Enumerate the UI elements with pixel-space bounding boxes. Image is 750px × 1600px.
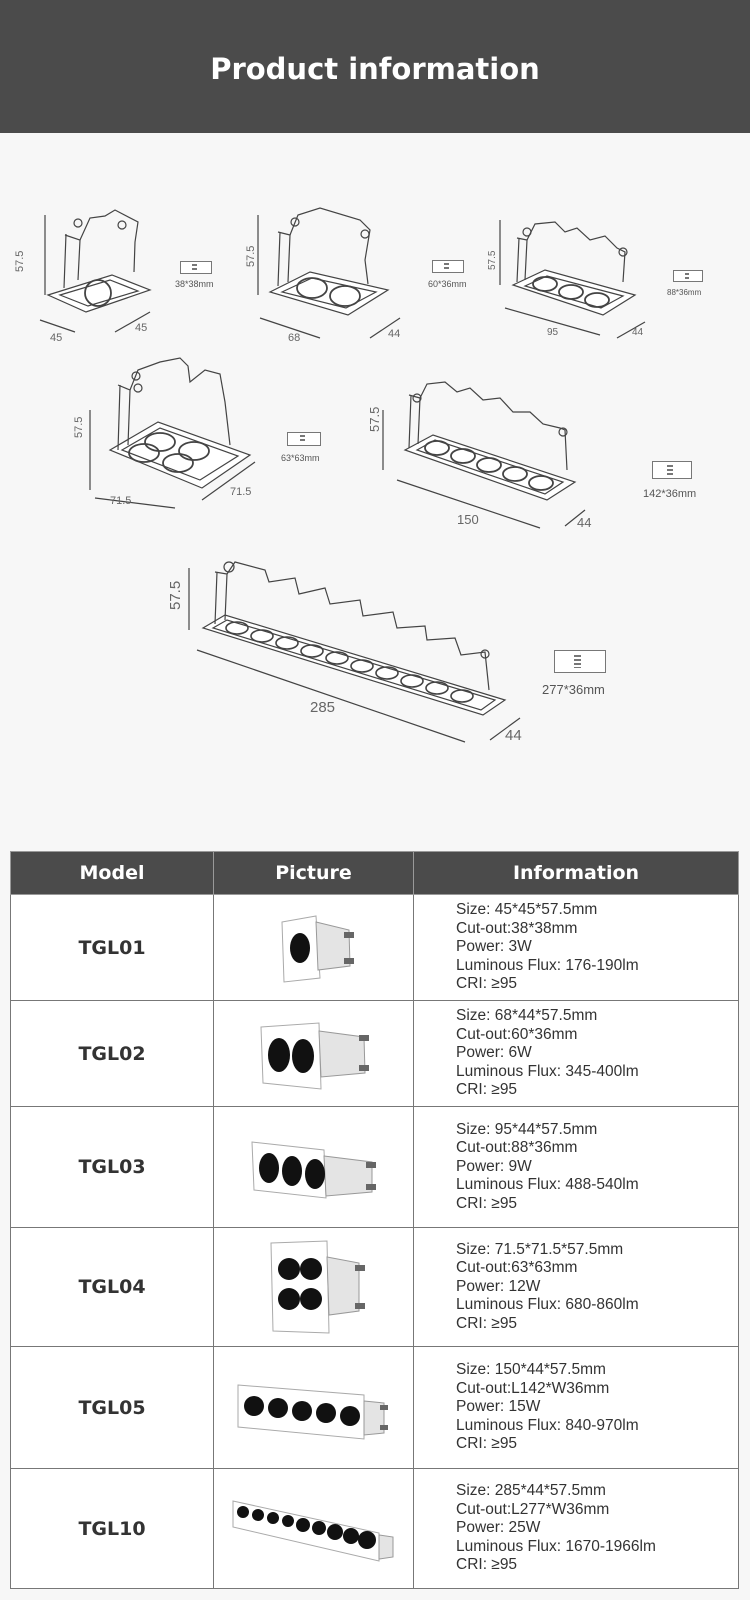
flux-text: Luminous Flux: 488-540lm xyxy=(456,1176,639,1194)
cutout-label: 88*36mm xyxy=(667,288,702,297)
column-header-picture: Picture xyxy=(214,852,414,895)
cri-text: CRI: ≥95 xyxy=(456,1081,518,1099)
column-header-information: Information xyxy=(414,852,739,895)
cutout-label: 142*36mm xyxy=(643,488,697,500)
cri-text: CRI: ≥95 xyxy=(456,1194,518,1212)
fixture-drawing-2 xyxy=(250,200,490,350)
cutout-label: 38*38mm xyxy=(175,279,214,289)
dimension-diagram-tgl02 xyxy=(245,200,490,350)
picture-cell xyxy=(214,1107,414,1228)
info-cell xyxy=(414,1001,739,1107)
info-cell xyxy=(414,1347,739,1469)
cutout-icon xyxy=(432,260,464,273)
length-label: 45 xyxy=(50,332,63,344)
width-label: 44 xyxy=(505,727,522,744)
width-label: 44 xyxy=(632,327,644,338)
dimension-diagram-tgl10 xyxy=(165,560,645,765)
model-cell: TGL05 xyxy=(11,1347,214,1469)
width-label: 44 xyxy=(388,328,401,340)
size-text: Size: 285*44*57.5mm xyxy=(456,1482,606,1500)
product-photo-tgl05 xyxy=(234,1373,394,1443)
power-text: Power: 12W xyxy=(456,1277,541,1295)
picture-cell xyxy=(214,1469,414,1589)
flux-text: Luminous Flux: 345-400lm xyxy=(456,1062,639,1080)
product-photo-tgl03 xyxy=(244,1126,384,1208)
model-cell: TGL03 xyxy=(11,1107,214,1228)
model-cell: TGL10 xyxy=(11,1469,214,1589)
power-text: Power: 6W xyxy=(456,1044,532,1062)
product-photo-tgl04 xyxy=(259,1237,369,1337)
table-row xyxy=(11,1469,739,1589)
width-label: 71.5 xyxy=(230,486,252,498)
flux-text: Luminous Flux: 1670-1966lm xyxy=(456,1537,656,1555)
size-text: Size: 150*44*57.5mm xyxy=(456,1361,606,1379)
cutout-text: Cut-out:38*38mm xyxy=(456,919,578,937)
table-row xyxy=(11,1347,739,1469)
power-text: Power: 9W xyxy=(456,1157,532,1175)
picture-cell xyxy=(214,1228,414,1347)
cri-text: CRI: ≥95 xyxy=(456,1556,518,1574)
cri-text: CRI: ≥95 xyxy=(456,1314,518,1332)
flux-text: Luminous Flux: 176-190lm xyxy=(456,956,639,974)
model-cell: TGL01 xyxy=(11,895,214,1001)
size-text: Size: 68*44*57.5mm xyxy=(456,1007,598,1025)
picture-cell xyxy=(214,895,414,1001)
cutout-label: 63*63mm xyxy=(281,453,320,463)
cutout-text: Cut-out:63*63mm xyxy=(456,1259,578,1277)
cutout-label: 277*36mm xyxy=(542,682,605,697)
table-row xyxy=(11,1001,739,1107)
cutout-text: Cut-out:L142*W36mm xyxy=(456,1379,610,1397)
height-label: 57.5 xyxy=(14,250,26,272)
table-row xyxy=(11,895,739,1001)
info-cell xyxy=(414,895,739,1001)
product-photo-tgl02 xyxy=(249,1013,379,1095)
header-banner xyxy=(0,0,750,133)
height-label: 57.5 xyxy=(245,245,257,267)
cutout-text: Cut-out:88*36mm xyxy=(456,1139,578,1157)
dimension-diagram-tgl03 xyxy=(487,210,735,345)
page-title: Product information xyxy=(210,52,540,86)
cutout-text: Cut-out:L277*W36mm xyxy=(456,1500,610,1518)
table-row xyxy=(11,1107,739,1228)
cri-text: CRI: ≥95 xyxy=(456,975,518,993)
model-cell: TGL04 xyxy=(11,1228,214,1347)
column-header-model: Model xyxy=(11,852,214,895)
dimension-diagram-tgl01 xyxy=(14,200,230,350)
picture-cell xyxy=(214,1347,414,1469)
dimension-diagram-tgl05 xyxy=(365,370,715,540)
cutout-label: 60*36mm xyxy=(428,279,467,289)
width-label: 45 xyxy=(135,322,148,334)
model-cell: TGL02 xyxy=(11,1001,214,1107)
length-label: 95 xyxy=(547,327,559,338)
cutout-icon xyxy=(554,650,606,673)
power-text: Power: 15W xyxy=(456,1398,541,1416)
info-cell xyxy=(414,1228,739,1347)
spec-table xyxy=(10,851,739,1589)
picture-cell xyxy=(214,1001,414,1107)
info-cell xyxy=(414,1107,739,1228)
length-label: 285 xyxy=(310,699,336,716)
cri-text: CRI: ≥95 xyxy=(456,1435,518,1453)
product-photo-tgl10 xyxy=(229,1493,399,1565)
height-label: 57.5 xyxy=(487,250,498,270)
product-photo-tgl01 xyxy=(254,908,374,988)
info-cell xyxy=(414,1469,739,1589)
size-text: Size: 71.5*71.5*57.5mm xyxy=(456,1240,624,1258)
height-label: 57.5 xyxy=(167,580,184,610)
length-label: 68 xyxy=(288,332,301,344)
cutout-text: Cut-out:60*36mm xyxy=(456,1025,578,1043)
flux-text: Luminous Flux: 680-860lm xyxy=(456,1296,639,1314)
dimension-diagram-tgl04 xyxy=(70,350,340,525)
width-label: 44 xyxy=(577,515,592,530)
table-header-row xyxy=(11,852,739,895)
fixture-drawing-1 xyxy=(20,200,220,350)
height-label: 57.5 xyxy=(367,406,382,432)
flux-text: Luminous Flux: 840-970lm xyxy=(456,1416,639,1434)
size-text: Size: 95*44*57.5mm xyxy=(456,1120,598,1138)
cutout-icon xyxy=(673,270,703,282)
cutout-icon xyxy=(287,432,321,446)
height-label: 57.5 xyxy=(73,416,85,438)
cutout-icon xyxy=(180,261,212,274)
table-row xyxy=(11,1228,739,1347)
length-label: 150 xyxy=(457,512,479,527)
power-text: Power: 25W xyxy=(456,1519,541,1537)
length-label: 71.5 xyxy=(110,495,132,507)
fixture-drawing-5 xyxy=(365,370,715,540)
cutout-icon xyxy=(652,461,692,479)
power-text: Power: 3W xyxy=(456,938,532,956)
size-text: Size: 45*45*57.5mm xyxy=(456,901,598,919)
